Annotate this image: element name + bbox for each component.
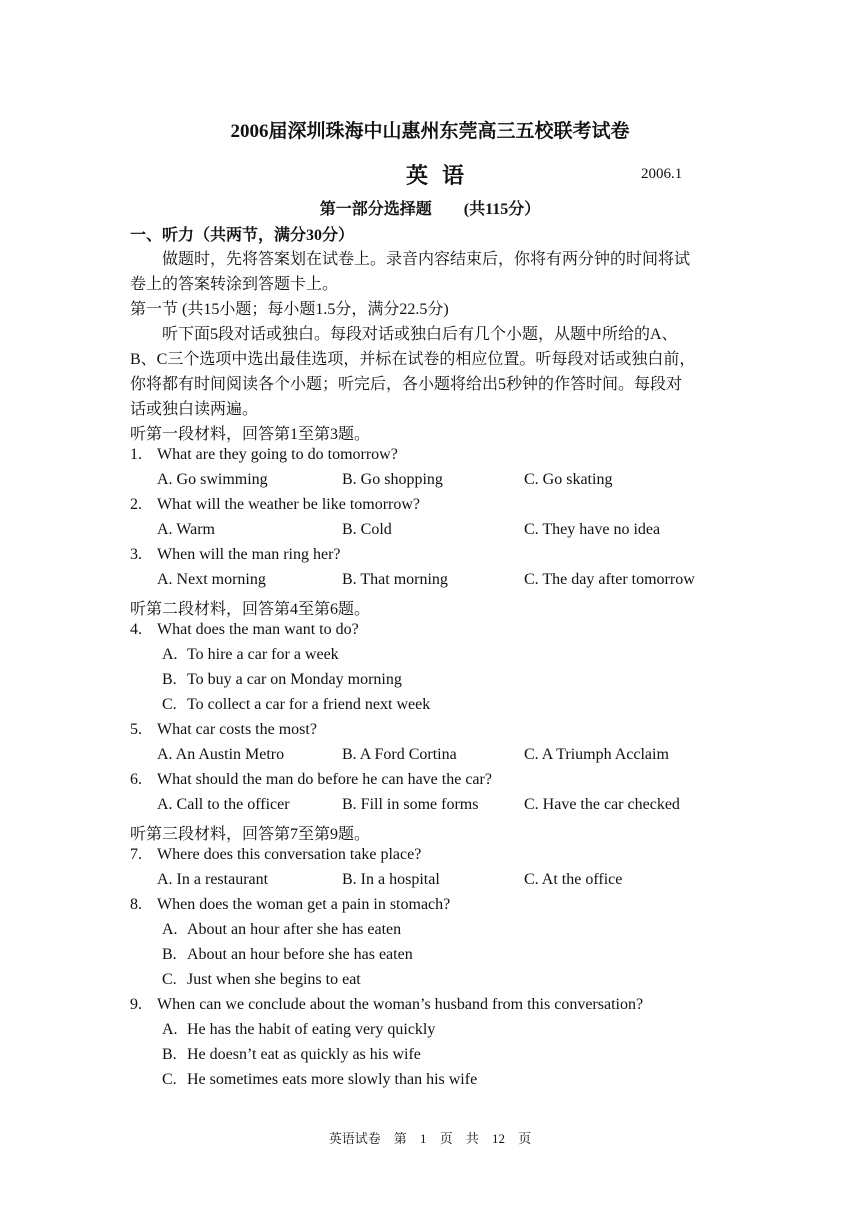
page-footer: 英语试卷 第 1 页 共 12 页 (328, 1131, 532, 1146)
option-c: C. They have no idea (524, 521, 661, 538)
option-b: B. A Ford Cortina (342, 746, 457, 763)
option-b-letter: B. (162, 671, 177, 688)
question-text: What does the man want to do? (157, 621, 359, 638)
instruction-line: 听下面5段对话或独白。每段对话或独白后有几个小题，从题中所给的A、 (130, 326, 678, 343)
question-number: 2. (130, 496, 142, 513)
option-b: He doesn’t eat as quickly as his wife (187, 1046, 421, 1063)
question-text: When does the woman get a pain in stomach? (157, 896, 451, 913)
option-b: B. Go shopping (342, 471, 443, 488)
subject-title: 英语 (406, 163, 479, 188)
instruction-line: 做题时，先将答案划在试卷上。录音内容结束后，你将有两分钟的时间将试 (130, 251, 691, 268)
option-b: To buy a car on Monday morning (187, 671, 402, 688)
option-c-letter: C. (162, 971, 177, 988)
question-text: What are they going to do tomorrow? (157, 446, 398, 463)
material-heading: 听第三段材料，回答第7至第9题。 (130, 826, 371, 843)
material-heading: 听第一段材料，回答第1至第3题。 (130, 426, 371, 443)
option-b: B. In a hospital (342, 871, 440, 888)
option-b: B. Cold (342, 521, 392, 538)
question-number: 3. (130, 546, 142, 563)
instruction-line: B、C三个选项中选出最佳选项，并标在试卷的相应位置。听每段对话或独白前， (130, 351, 696, 368)
option-b: About an hour before she has eaten (187, 946, 413, 963)
question-text: What should the man do before he can have the car? (157, 771, 492, 788)
question-number: 9. (130, 996, 142, 1013)
question-text: When will the man ring her? (157, 546, 341, 563)
option-a: A. Next morning (157, 571, 266, 588)
option-c: C. A Triumph Acclaim (524, 746, 669, 763)
part-heading: 第一部分选择题 (共115分） (319, 201, 541, 218)
option-c: To collect a car for a friend next week (187, 696, 431, 713)
option-a-letter: A. (162, 921, 178, 938)
option-c: Just when she begins to eat (187, 971, 361, 988)
option-c: C. The day after tomorrow (524, 571, 695, 588)
option-a: A. Call to the officer (157, 796, 290, 813)
instruction-line: 你将都有时间阅读各个小题；听完后，各小题将给出5秒钟的作答时间。每段对 (130, 376, 683, 393)
exam-title: 2006届深圳珠海中山惠州东莞高三五校联考试卷 (230, 121, 630, 142)
option-a: About an hour after she has eaten (187, 921, 402, 938)
instruction-line: 话或独白读两遍。 (130, 401, 259, 418)
option-c: C. Go skating (524, 471, 613, 488)
part1-heading: 第一节 (共15小题；每小题1.5分，满分22.5分) (130, 301, 449, 318)
question-number: 7. (130, 846, 142, 863)
question-number: 1. (130, 446, 142, 463)
option-c: C. Have the car checked (524, 796, 680, 813)
exam-date: 2006.1 (641, 166, 683, 182)
question-text: What car costs the most? (157, 721, 317, 738)
option-b: B. That morning (342, 571, 448, 588)
question-number: 6. (130, 771, 142, 788)
option-a: A. Go swimming (157, 471, 268, 488)
question-number: 5. (130, 721, 142, 738)
option-c-letter: C. (162, 696, 177, 713)
option-a: A. Warm (157, 521, 215, 538)
option-b-letter: B. (162, 1046, 177, 1063)
option-a-letter: A. (162, 1021, 178, 1038)
question-number: 8. (130, 896, 142, 913)
option-b-letter: B. (162, 946, 177, 963)
section-heading-listening: 一、听力（共两节，满分30分） (130, 227, 355, 244)
option-a: He has the habit of eating very quickly (187, 1021, 436, 1038)
option-a: A. An Austin Metro (157, 746, 285, 763)
instruction-line: 卷上的答案转涂到答题卡上。 (130, 276, 339, 293)
question-text: What will the weather be like tomorrow? (157, 496, 421, 513)
option-c-letter: C. (162, 1071, 177, 1088)
material-heading: 听第二段材料，回答第4至第6题。 (130, 601, 371, 618)
option-b: B. Fill in some forms (342, 796, 479, 813)
option-c: C. At the office (524, 871, 623, 888)
question-text: When can we conclude about the woman’s husband from this conversation? (157, 996, 644, 1013)
option-a: A. In a restaurant (157, 871, 269, 888)
question-number: 4. (130, 621, 142, 638)
question-text: Where does this conversation take place? (157, 846, 422, 863)
option-a: To hire a car for a week (187, 646, 339, 663)
option-c: He sometimes eats more slowly than his wife (187, 1071, 478, 1088)
option-a-letter: A. (162, 646, 178, 663)
